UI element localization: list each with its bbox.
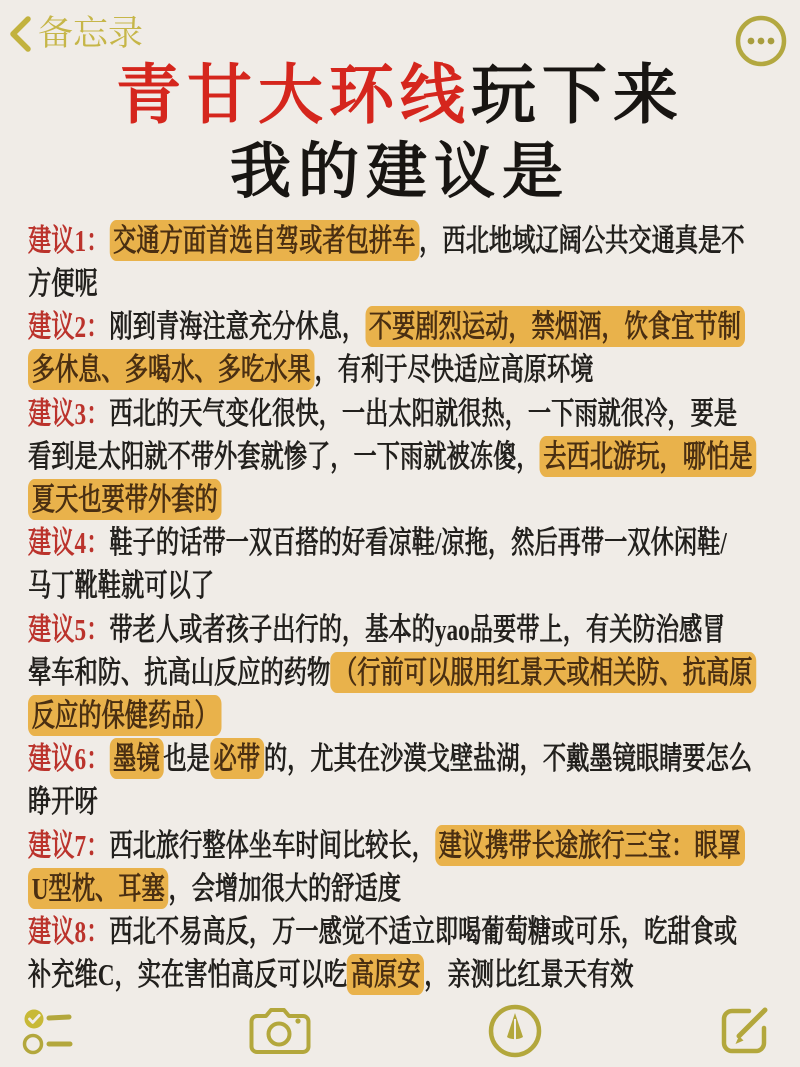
suggestion-label: 建议8： xyxy=(28,913,110,949)
text-line xyxy=(28,910,738,953)
markup-pen-icon xyxy=(487,1003,543,1059)
text-line xyxy=(28,392,738,435)
suggestion-label: 建议5： xyxy=(28,611,110,647)
text-line xyxy=(28,348,594,391)
camera-button[interactable] xyxy=(249,1007,311,1055)
chevron-left-icon xyxy=(8,15,32,53)
back-button[interactable] xyxy=(8,14,143,54)
text-line xyxy=(28,305,741,348)
text-line xyxy=(28,262,586,305)
text-run: 晕车和防、抗高山反应的药物 xyxy=(28,654,331,690)
highlighted-text: 反应的保健药品） xyxy=(28,695,222,736)
text-line xyxy=(28,824,741,867)
back-label: 备忘录 xyxy=(38,14,144,53)
highlighted-text: U型枕、耳塞 xyxy=(28,868,169,909)
markup-button[interactable] xyxy=(487,1003,543,1059)
compose-button[interactable] xyxy=(718,1003,774,1059)
suggestion-label: 建议3： xyxy=(28,395,110,431)
suggestion-label: 建议2： xyxy=(28,309,110,345)
checklist-icon xyxy=(22,1004,74,1058)
navbar xyxy=(0,0,800,56)
text-line xyxy=(28,521,727,564)
highlighted-text: 不要剧烈运动，禁烟酒，饮食宜节制 xyxy=(365,306,745,347)
highlighted-text: 必带 xyxy=(210,738,264,779)
text-line xyxy=(28,219,745,262)
highlighted-text: 夏天也要带外套的 xyxy=(28,479,222,520)
text-run: 看到是太阳就不带外套就惨了，一下雨就被冻傻， xyxy=(28,438,540,474)
checklist-button[interactable] xyxy=(22,1004,74,1058)
compose-icon xyxy=(718,1003,774,1059)
suggestion-label: 建议6： xyxy=(28,741,110,777)
text-run: 西北旅行整体坐车时间比较长， xyxy=(109,827,435,863)
text-run: 睁开呀 xyxy=(28,784,98,820)
text-line xyxy=(28,608,726,651)
text-run: 也是 xyxy=(163,741,210,777)
text-line xyxy=(28,435,753,478)
text-run: 西北不易高反，万一感觉不适立即喝葡萄糖或可乐，吃甜食或 xyxy=(109,913,738,949)
text-run: 刚到青海注意充分休息， xyxy=(109,309,366,345)
text-run: 的，尤其在沙漠戈壁盐湖，不戴墨镜眼睛要怎么 xyxy=(263,741,753,777)
text-run: 补充维C，实在害怕高反可以吃 xyxy=(28,957,348,993)
text-run: ，亲测比红景天有效 xyxy=(424,957,634,993)
text-run: 鞋子的话带一双百搭的好看凉鞋/凉拖，然后再带一双休闲鞋/ xyxy=(109,525,727,561)
text-line xyxy=(28,737,753,780)
highlighted-text: 交通方面首选自驾或者包拼车 xyxy=(109,220,419,261)
suggestion-label: 建议7： xyxy=(28,827,110,863)
text-run: ，西北地域辽阔公共交通真是不 xyxy=(419,222,745,258)
bottom-toolbar xyxy=(0,1005,800,1067)
text-run: 方便呢 xyxy=(28,266,98,302)
text-run: 西北的天气变化很快，一出太阳就很热，一下雨就很冷，要是 xyxy=(109,395,738,431)
text-line xyxy=(28,564,586,607)
highlighted-text: 去西北游玩，哪怕是 xyxy=(540,436,757,477)
text-line xyxy=(28,651,753,694)
note-title xyxy=(0,60,800,133)
highlighted-text: （行前可以服用红景天或相关防、抗高原 xyxy=(330,652,756,693)
text-run: ，会增加很大的舒适度 xyxy=(168,870,402,906)
camera-icon xyxy=(249,1007,311,1055)
note-body[interactable] xyxy=(0,219,800,1005)
highlighted-text: 多休息、多喝水、多吃水果 xyxy=(28,349,315,390)
text-line xyxy=(28,867,586,910)
text-run: ，有利于尽快适应高原环境 xyxy=(314,352,594,388)
title-red-part: 青甘大环线 xyxy=(115,60,471,132)
note-subtitle: 我的建议是 xyxy=(229,138,570,206)
title-black-part: 玩下来 xyxy=(471,60,685,132)
highlighted-text: 高原安 xyxy=(347,954,424,995)
highlighted-text: 建议携带长途旅行三宝：眼罩 xyxy=(435,825,745,866)
highlighted-text: 墨镜 xyxy=(109,738,163,779)
text-line xyxy=(28,694,586,737)
suggestion-label: 建议1： xyxy=(28,222,110,258)
suggestion-label: 建议4： xyxy=(28,525,110,561)
text-line xyxy=(28,780,586,823)
text-line xyxy=(28,478,586,521)
text-line xyxy=(28,953,634,996)
text-run: 马丁靴鞋就可以了 xyxy=(28,568,214,604)
text-run: 带老人或者孩子出行的，基本的yao品要带上，有关防治感冒 xyxy=(109,611,726,647)
